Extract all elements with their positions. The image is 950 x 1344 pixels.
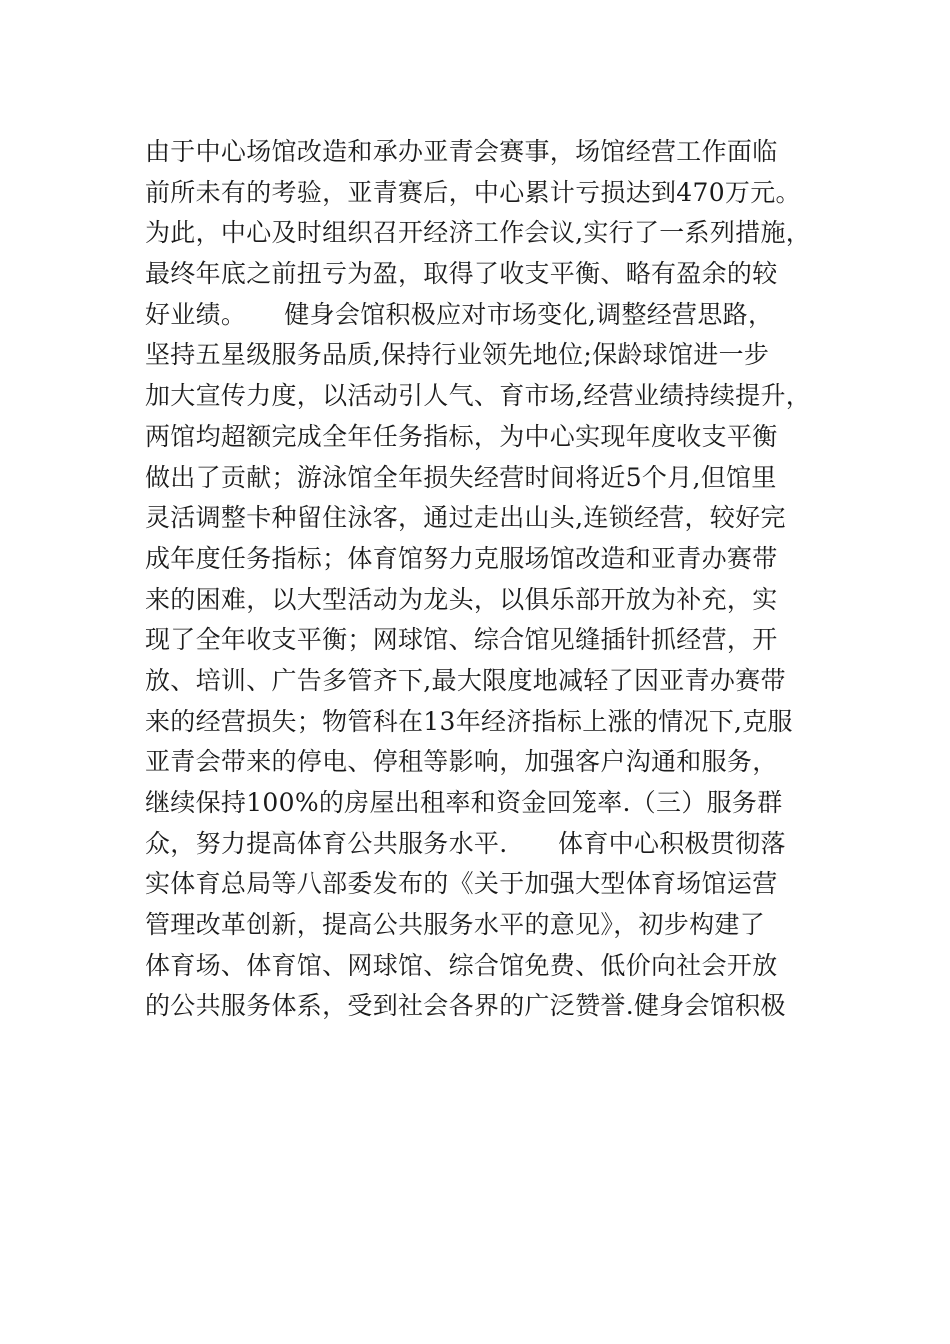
body-text (145, 132, 825, 1027)
text-line: 好业绩。 健身会馆积极应对市场变化,调整经营思路， (145, 299, 774, 329)
text-line: 现了全年收支平衡；网球馆、综合馆见缝插针抓经营，开 (145, 625, 778, 655)
text-line: 坚持五星级服务品质,保持行业领先地位;保龄球馆进一步 (145, 340, 770, 370)
text-line: 放、培训、广告多管齐下,最大限度地减轻了因亚青办赛带 (145, 665, 786, 695)
text-line: 成年度任务指标；体育馆努力克服场馆改造和亚青办赛带 (145, 543, 778, 573)
text-line: 灵活调整卡种留住泳客，通过走出山头,连锁经营，较好完 (145, 503, 786, 533)
text-line: 众，努力提高体育公共服务水平. 体育中心积极贯彻落 (145, 828, 786, 858)
text-line: 亚青会带来的停电、停租等影响，加强客户沟通和服务， (145, 747, 778, 777)
text-line: 来的经营损失；物管科在13年经济指标上涨的情况下,克服 (145, 706, 793, 736)
text-line: 的公共服务体系，受到社会各界的广泛赞誉.健身会馆积极 (145, 991, 786, 1021)
text-line: 管理改革创新，提高公共服务水平的意见》，初步构建了 (145, 910, 766, 940)
text-line: 实体育总局等八部委发布的《关于加强大型体育场馆运营 (145, 869, 778, 899)
text-line: 体育场、体育馆、网球馆、综合馆免费、低价向社会开放 (145, 950, 778, 980)
text-line: 两馆均超额完成全年任务指标，为中心实现年度收支平衡 (145, 421, 778, 451)
text-line: 最终年底之前扭亏为盈，取得了收支平衡、略有盈余的较 (145, 259, 778, 289)
text-line: 为此，中心及时组织召开经济工作会议,实行了一系列措施， (145, 218, 812, 248)
text-line: 加大宣传力度，以活动引人气、育市场,经营业绩持续提升， (145, 381, 812, 411)
text-line: 来的困难，以大型活动为龙头，以俱乐部开放为补充，实 (145, 584, 778, 614)
text-line: 由于中心场馆改造和承办亚青会赛事，场馆经营工作面临 (145, 137, 778, 166)
text-line: 前所未有的考验，亚青赛后，中心累计亏损达到470万元。 (145, 177, 801, 207)
text-line: 继续保持100%的房屋出租率和资金回笼率.（三）服务群 (145, 788, 783, 817)
text-line: 做出了贡献；游泳馆全年损失经营时间将近5个月,但馆里 (145, 462, 777, 492)
